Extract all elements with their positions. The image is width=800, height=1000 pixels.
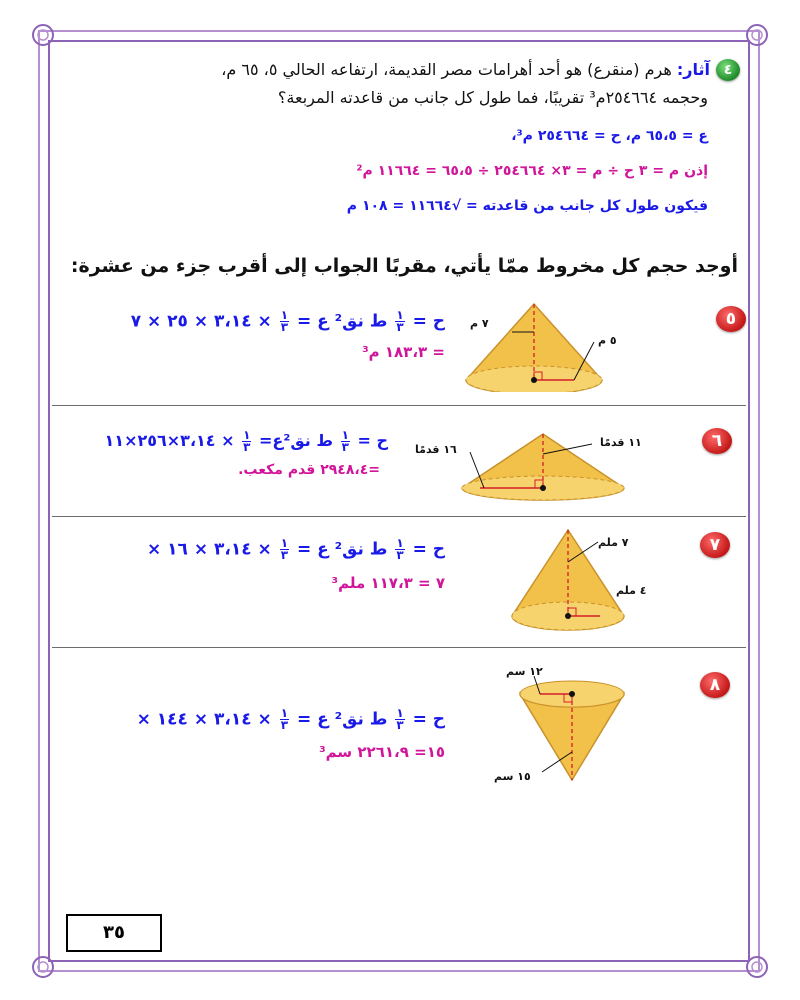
formula-right: ط نق² ع = bbox=[291, 709, 388, 730]
cone-6-height-label: ١١ قدمًا bbox=[600, 436, 642, 449]
problem-7-result: ٧ = ١١٧،٣ ملم³ bbox=[331, 574, 445, 592]
corner-ornament-icon bbox=[28, 952, 58, 982]
frac-top: ١ bbox=[280, 308, 289, 322]
problem-8-badge: ٨ bbox=[700, 672, 730, 698]
cone-7-height-label: ٧ ملم bbox=[598, 536, 629, 549]
corner-ornament-icon bbox=[28, 20, 58, 50]
problem-7-formula bbox=[147, 538, 445, 561]
frac-top: ١ bbox=[243, 428, 251, 442]
problem-4-solution-3-text: فيكون طول كل جانب من قاعدته = √١١٦٦٤ = ١٠٨ م bbox=[346, 198, 708, 214]
formula-tail: × ٣،١٤×٢٥٦×١١ bbox=[104, 431, 235, 450]
frac-top: ١ bbox=[341, 428, 349, 442]
formula-tail: × ٣،١٤ × ٢٥ × ٧ bbox=[130, 311, 272, 332]
frac-bottom: ٣ bbox=[280, 548, 289, 562]
formula-right: ط نق² ع = bbox=[291, 539, 388, 560]
problem-7-badge: ٧ bbox=[700, 532, 730, 558]
formula-v: ح = bbox=[412, 709, 445, 730]
cone-8-height-label: ١٥ سم bbox=[494, 770, 531, 783]
problem-4-solution-1: ع = ٦٥،٥ م، ح = ٢٥٤٦٦٤ م³، bbox=[511, 128, 708, 144]
problem-4-line2: وحجمه ٢٥٤٦٦٤م³ تقريبًا، فما طول كل جانب من قاعدته المربعة؟ bbox=[277, 88, 708, 107]
problem-4-badge: ٤ bbox=[716, 59, 740, 81]
problem-6-formula bbox=[105, 430, 388, 453]
instruction-heading: أوجد حجم كل مخروط ممّا يأتي، مقربًا الجواب إلى أقرب جزء من عشرة: bbox=[70, 255, 738, 277]
frac-bottom: ٣ bbox=[280, 718, 289, 732]
problem-4-solution-3 bbox=[347, 198, 708, 214]
frac-top: ١ bbox=[280, 706, 289, 720]
formula-right: ط نق²ع= bbox=[259, 431, 333, 450]
frac-top: ١ bbox=[396, 706, 404, 720]
cone-7-radius-label: ٤ ملم bbox=[616, 584, 647, 597]
problem-8-result: ١٥= ٢٢٦١،٩ سم³ bbox=[319, 743, 445, 761]
problem-4-text-line1 bbox=[221, 60, 710, 79]
corner-ornament-icon bbox=[742, 20, 772, 50]
cone-5-height-label: ٧ م bbox=[470, 317, 489, 330]
frac-bottom: ٣ bbox=[396, 548, 404, 562]
formula-tail: × ٣،١٤ × ١٦ × bbox=[147, 539, 272, 560]
frac-bottom: ٣ bbox=[396, 718, 404, 732]
page-number: ٣٥ bbox=[66, 914, 162, 952]
cone-figure-8 bbox=[516, 676, 628, 786]
problem-6-badge: ٦ bbox=[702, 428, 732, 454]
problem-6-result: =٢٩٤٨،٤ قدم مكعب. bbox=[238, 462, 380, 478]
cone-8-radius-label: ١٢ سم bbox=[506, 665, 543, 678]
formula-v: ح = bbox=[412, 311, 445, 332]
divider bbox=[52, 405, 746, 406]
cone-figure-5 bbox=[462, 300, 612, 392]
corner-ornament-icon bbox=[742, 952, 772, 982]
problem-8-formula bbox=[137, 708, 445, 731]
frac-top: ١ bbox=[396, 308, 404, 322]
divider bbox=[52, 647, 746, 648]
frac-top: ١ bbox=[396, 536, 404, 550]
problem-4-line1: هرم (منقرع) هو أحد أهرامات مصر القديمة، ارتفاعه الحالي ٥، ٦٥ م، bbox=[221, 60, 672, 79]
frac-bottom: ٣ bbox=[396, 320, 404, 334]
frac-bottom: ٣ bbox=[280, 320, 289, 334]
frac-top: ١ bbox=[280, 536, 289, 550]
problem-4-keyword: آثار: bbox=[676, 60, 710, 79]
problem-5-formula bbox=[131, 310, 445, 333]
cone-5-radius-label: ٥ م bbox=[598, 334, 617, 347]
frac-bottom: ٣ bbox=[341, 440, 349, 454]
problem-5-result: = ١٨٣،٣ م³ bbox=[362, 343, 445, 361]
cone-6-radius-label: ١٦ قدمًا bbox=[415, 443, 457, 456]
formula-tail: × ٣،١٤ × ١٤٤ × bbox=[136, 709, 272, 730]
problem-5-badge: ٥ bbox=[716, 306, 746, 332]
formula-v: ح = bbox=[357, 431, 388, 450]
frac-bottom: ٣ bbox=[243, 440, 251, 454]
divider bbox=[52, 516, 746, 517]
problem-4-solution-2: إذن م = ٣ ح ÷ م = ٣× ٢٥٤٦٦٤ ÷ ٦٥،٥ = ١١٦٦٤ م² bbox=[356, 163, 708, 179]
formula-v: ح = bbox=[412, 539, 445, 560]
formula-right: ط نق² ع = bbox=[291, 311, 388, 332]
